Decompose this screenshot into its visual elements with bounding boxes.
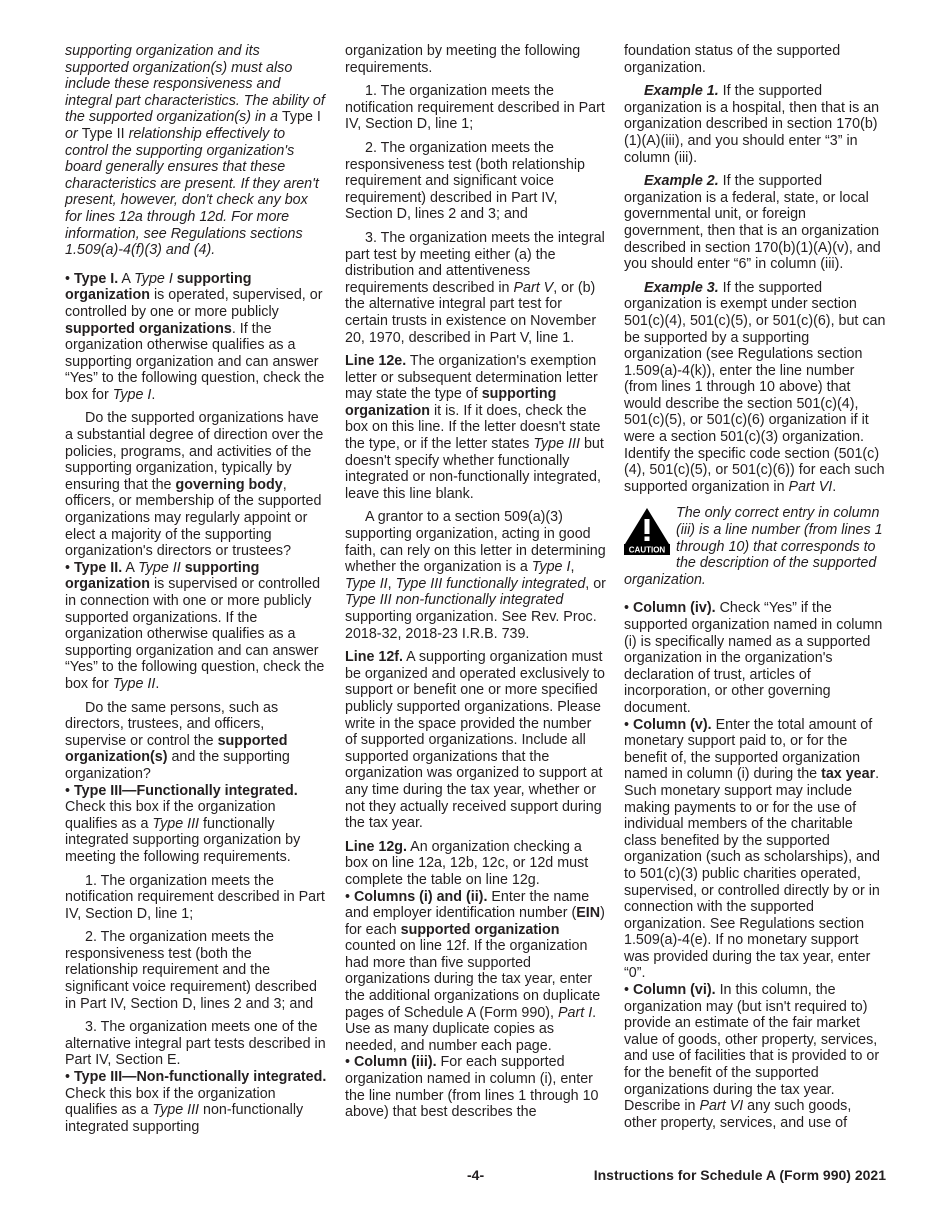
- type3-functional-paragraph: • Type III—Functionally integrated. Check this box if the organization qualifies as a Type III functionally integrated supporting organization by meeting the following requirements.: [65, 782, 301, 865]
- intro-paragraph: supporting organization and its supported organization(s) must also include these responsiveness and integral part characteristics. The ability of the supported organization(s) in a Type I or Type II relationship effectively to control the supporting organization's board generally ensures that these characteristics are present. If they aren't present, however, don't check any box for lines 12a through 12d. For more information, see Regulations sections 1.509(a)-4(f)(3) and (4).: [65, 43, 325, 259]
- caution-label: CAUTION: [628, 545, 666, 555]
- line-12g-paragraph: Line 12g. An organization checking a box on line 12a, 12b, 12c, or 12d must complete the table on line 12g.: [345, 838, 589, 888]
- column-iv-paragraph: • Column (iv). Check “Yes” if the supported organization named in column (i) is specifically named as a supported organization in the organization's declaration of trust, articles of incorporation, or other governing document.: [624, 600, 883, 716]
- column-vi-paragraph: • Column (vi). In this column, the organization may (but isn't required to) provide an estimate of the fair market value of goods, other property, services, and use of facilities that is provided to or for the benefit of the supported organizations during the tax year. Describe in Part VI any such goods, other property, services, and use of: [624, 982, 880, 1131]
- columns-i-ii-paragraph: • Columns (i) and (ii). Enter the name and employer identification number (EIN) for each supported organization counted on line 12f. If the organization had more than five supported organizations during the tax year, enter the additional organizations on duplicate pages of Schedule A (Form 990), Part I. Use as many duplicate copies as needed, and number each page.: [345, 888, 605, 1054]
- page-number: -4-: [467, 1167, 485, 1183]
- continued-text: foundation status of the supported organization.: [624, 43, 841, 76]
- example-3: Example 3. If the supported organization is exempt under section 501(c)(4), 501(c)(5), or 501(c)(6), but can be supported by a supporting organization (see Regulations section 1.509(a)-4(k)), enter the line number (from lines 1 through 10 above) that would describe the section 501(c)(4), 501(c)(5), or 501(c)(6) organization if it were a section 501(c)(3) organization. Identify the specific code section (501(c)(4), 501(c)(5), or 501(c)(6)) for each such supported organization in Part VI.: [624, 279, 886, 495]
- type3-nonfunctional-paragraph: • Type III—Non-functionally integrated. Check this box if the organization qualifies as a Type III non-functionally integrated supporting: [65, 1069, 327, 1135]
- example-1: Example 1. If the supported organization is a hospital, then that is an organization described in section 170(b)(1)(A)(iii), and you should enter “3” in column (iii).: [624, 83, 880, 166]
- column-v-paragraph: • Column (v). Enter the total amount of monetary support paid to, or for the benefit of, the supported organization named in column (i) during the tax year. Such monetary support may include making payments to or for the use of individual members of the charitable class benefited by the supported organization (such as scholarships), and to 501(c)(3) public charities operated, supervised, or controlled directly by or in connection with the supported organization. See Regulations section 1.509(a)-4(e). If no monetary support was provided during the tax year, enter “0”.: [624, 716, 880, 982]
- document-title: Instructions for Schedule A (Form 990) 2021: [593, 1167, 886, 1183]
- type3-functional-req-3: 3. The organization meets one of the alternative integral part tests described in Part IV, Section E.: [65, 1019, 326, 1069]
- column-2: [345, 43, 607, 1121]
- requirement-2: 2. The organization meets the responsiveness test (both relationship requirement and significant voice requirement) described in Part IV, Section D, lines 2 and 3; and: [345, 139, 586, 223]
- column-3: [624, 43, 886, 1131]
- type1-question: Do the supported organizations have a substantial degree of direction over the policies, programs, and activities of the supporting organization, typically by ensuring that the governing body, officers, or membership of the supported organizations may regularly appoint or elect a majority of the supporting organization's directors or trustees?: [65, 410, 324, 560]
- type2-paragraph: • Type II. A Type II supporting organization is supervised or controlled in connection with one or more publicly supported organizations. If the organization otherwise qualifies as a supporting organization and can answer “Yes” to the following question, check the box for Type II.: [65, 559, 325, 692]
- type3-functional-req-1: 1. The organization meets the notification requirement described in Part IV, Section D, line 1;: [65, 872, 325, 922]
- caution-warning-icon: [624, 507, 670, 555]
- grantor-paragraph: A grantor to a section 509(a)(3) supporting organization, acting in good faith, can rely on this letter in determining whether the organization is a Type I, Type II, Type III functionally integrated, or Type III non-functionally integrated supporting organization. See Rev. Proc. 2018-32, 2018-23 I.R.B. 739.: [345, 509, 606, 642]
- caution-note: [624, 505, 886, 588]
- caution-text: The only correct entry in column (iii) is a line number (from lines 1 through 10) that corresponds to the description of the supported organization.: [624, 505, 883, 588]
- type2-question: Do the same persons, such as directors, trustees, and officers, supervise or control the supported organization(s) and the supporting organization?: [65, 699, 290, 782]
- line-12f-paragraph: Line 12f. A supporting organization must be organized and operated exclusively to support or benefit one or more specified publicly supported organizations. Please write in the space provided the number of supported organizations. Include all supported organizations that the organization was organized to support at any time during the tax year, whether or not they actually received support during the tax year.: [345, 649, 605, 832]
- column-iii-paragraph: • Column (iii). For each supported organization named in column (i), enter the line number (from lines 1 through 10 above) that best describes the: [345, 1054, 599, 1121]
- continued-text: organization by meeting the following requirements.: [345, 43, 581, 76]
- column-1: [65, 43, 327, 1135]
- requirement-1: 1. The organization meets the notification requirement described in Part IV, Section D, line 1;: [345, 83, 605, 133]
- type3-functional-req-2: 2. The organization meets the responsiveness test (both the relationship requirement and the significant voice requirement) described in Part IV, Section D, lines 2 and 3; and: [65, 929, 317, 1012]
- requirement-3: 3. The organization meets the integral part test by meeting either (a) the distribution and attentiveness requirements described in Part V, or (b) the alternative integral part test for certain trusts in existence on November 20, 1970, described in Part V, line 1.: [345, 229, 605, 346]
- line-12e-paragraph: Line 12e. The organization's exemption letter or subsequent determination letter may state the type of supporting organization it is. If it does, check the box on this line. If the letter doesn't state the type, or if the letter states Type III but doesn't specify whether functionally integrated or non-functionally integrated, leave this line blank.: [345, 353, 604, 502]
- example-2: Example 2. If the supported organization is a federal, state, or local governmental unit, or foreign government, then that is an organization described in section 170(b)(1)(A)(v), and you should enter “6” in column (iii).: [624, 173, 881, 273]
- type1-paragraph: • Type I. A Type I supporting organization is operated, supervised, or controlled by one or more publicly supported organizations. If the organization otherwise qualifies as a supporting organization and can answer “Yes” to the following question, check the box for Type I.: [65, 270, 325, 403]
